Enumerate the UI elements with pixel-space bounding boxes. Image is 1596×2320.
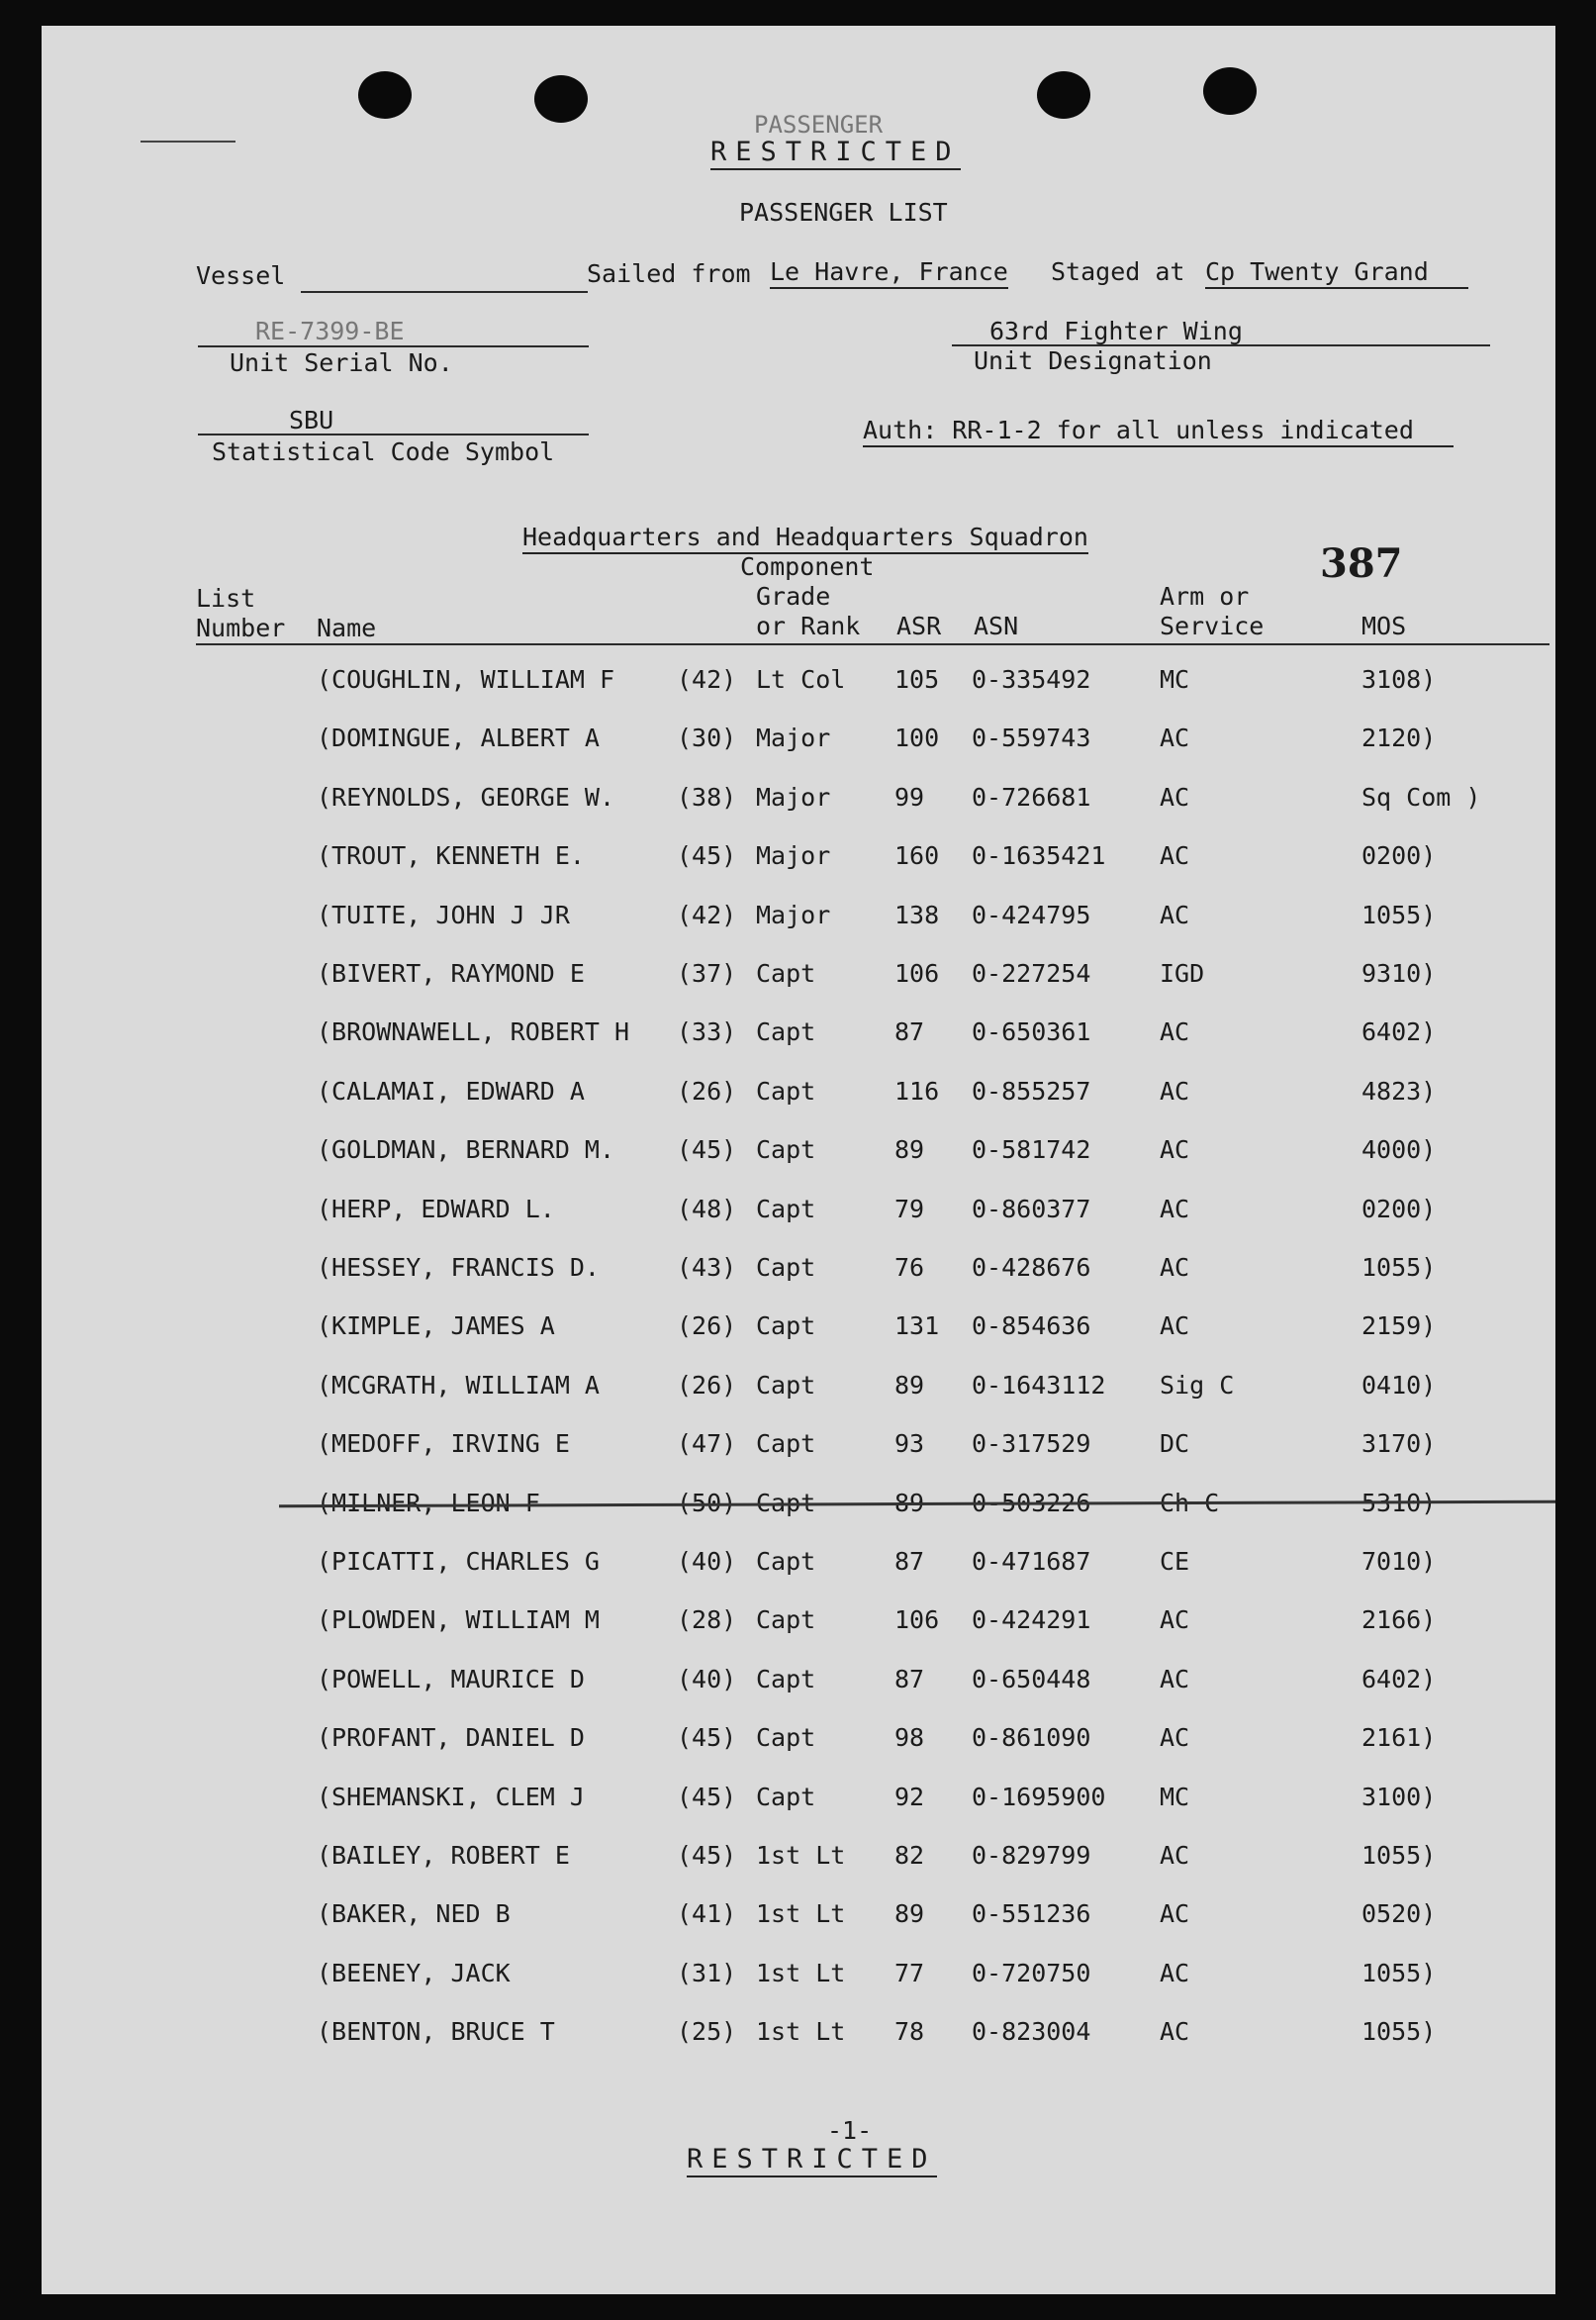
page-number: -1- [827,2116,873,2145]
cell-asr: 92 [894,1782,925,1811]
cell-asn: 0-829799 [972,1841,1091,1870]
cell-grade: Major [756,841,831,871]
cell-mos: 6402) [1361,1017,1437,1047]
stat-code-line [198,434,589,435]
cell-asr: 160 [894,841,940,871]
cell-mos: 5310) [1361,1488,1437,1517]
cell-age: (50) [677,1488,737,1517]
cell-asr: 106 [894,959,940,988]
cell-arm: AC [1160,1605,1190,1635]
unit-serial-line [198,345,589,347]
cell-asr: 93 [894,1429,925,1459]
cell-asn: 0-650361 [972,1017,1091,1047]
cell-asn: 0-855257 [972,1076,1091,1106]
cell-asn: 0-424795 [972,900,1091,929]
cell-grade: 1st Lt [756,1899,846,1929]
cell-grade: Capt [756,1782,816,1811]
restricted-header: RESTRICTED [710,139,961,170]
cell-grade: Capt [756,1605,816,1635]
cell-age: (42) [677,665,737,694]
table-row [42,1659,1555,1698]
table-row [42,895,1555,934]
cell-age: (45) [677,1135,737,1165]
cell-asr: 98 [894,1723,925,1753]
cell-arm: AC [1160,724,1190,753]
cell-name: (SHEMANSKI, CLEM J [317,1782,585,1811]
cell-grade: 1st Lt [756,1841,846,1870]
table-row [42,2011,1555,2051]
cell-arm: MC [1160,665,1190,694]
cell-name: (TUITE, JOHN J JR [317,900,570,929]
stat-code-label: Statistical Code Symbol [212,437,555,466]
cell-name: (DOMINGUE, ALBERT A [317,724,600,753]
cell-asr: 116 [894,1076,940,1106]
col-mos: MOS [1361,612,1407,640]
cell-mos: 4823) [1361,1076,1437,1106]
cell-asr: 89 [894,1488,925,1517]
table-row [42,1835,1555,1875]
cell-mos: 1055) [1361,1253,1437,1282]
table-row [42,1599,1555,1639]
cell-grade: Lt Col [756,665,846,694]
cell-age: (30) [677,724,737,753]
cell-arm: AC [1160,2017,1190,2047]
col-list-number-1: List [196,584,256,613]
cell-asr: 131 [894,1311,940,1341]
cell-arm: AC [1160,1076,1190,1106]
cell-asr: 87 [894,1017,925,1047]
cell-name: (HERP, EDWARD L. [317,1194,555,1223]
cell-age: (37) [677,959,737,988]
cell-grade: Capt [756,1017,816,1047]
table-row [42,835,1555,875]
faded-title: PASSENGER [754,111,884,139]
cell-age: (45) [677,1723,737,1753]
cell-mos: 2166) [1361,1605,1437,1635]
cell-mos: 0200) [1361,1194,1437,1223]
vessel-line [301,291,588,293]
cell-mos: 7010) [1361,1547,1437,1576]
cell-asr: 87 [894,1547,925,1576]
auth-note: Auth: RR-1-2 for all unless indicated [863,418,1454,447]
punch-hole-1 [358,71,412,119]
table-row [42,1717,1555,1757]
cell-asr: 89 [894,1899,925,1929]
cell-asn: 0-861090 [972,1723,1091,1753]
table-row [42,1423,1555,1463]
cell-asr: 79 [894,1194,925,1223]
cell-arm: IGD [1160,959,1205,988]
cell-name: (CALAMAI, EDWARD A [317,1076,585,1106]
cell-grade: 1st Lt [756,2017,846,2047]
cell-asr: 105 [894,665,940,694]
cell-asn: 0-317529 [972,1429,1091,1459]
table-row [42,1071,1555,1111]
restricted-footer: RESTRICTED [687,2146,937,2177]
cell-name: (BENTON, BRUCE T [317,2017,555,2047]
cell-age: (25) [677,2017,737,2047]
punch-hole-2 [534,75,588,123]
cell-asn: 0-503226 [972,1488,1091,1517]
cell-asr: 106 [894,1605,940,1635]
cell-name: (BEENEY, JACK [317,1958,511,1987]
cell-grade: Capt [756,1547,816,1576]
table-row [42,1365,1555,1404]
cell-grade: Capt [756,1311,816,1341]
cell-asn: 0-1695900 [972,1782,1106,1811]
pencil-mark [141,141,235,143]
cell-asr: 89 [894,1370,925,1400]
cell-mos: 3100) [1361,1782,1437,1811]
cell-mos: 0200) [1361,841,1437,871]
col-asr: ASR [896,612,942,640]
cell-mos: 1055) [1361,900,1437,929]
cell-mos: 1055) [1361,1958,1437,1987]
cell-grade: Major [756,724,831,753]
cell-grade: Capt [756,1253,816,1282]
cell-grade: Capt [756,1076,816,1106]
cell-name: (PLOWDEN, WILLIAM M [317,1605,600,1635]
cell-name: (TROUT, KENNETH E. [317,841,585,871]
table-row [42,1893,1555,1933]
cell-mos: 2120) [1361,724,1437,753]
cell-age: (40) [677,1664,737,1693]
cell-arm: AC [1160,1664,1190,1693]
stat-code-value: SBU [289,406,334,435]
cell-name: (MILNER, LEON F [317,1488,540,1517]
table-row [42,953,1555,993]
col-asn: ASN [974,612,1019,640]
cell-grade: Capt [756,1488,816,1517]
cell-mos: 3108) [1361,665,1437,694]
cell-asn: 0-471687 [972,1547,1091,1576]
cell-grade: Major [756,900,831,929]
cell-mos: 0520) [1361,1899,1437,1929]
cell-age: (47) [677,1429,737,1459]
table-row [42,1953,1555,1992]
col-grade-2: or Rank [756,612,861,640]
cell-mos: 2161) [1361,1723,1437,1753]
cell-grade: Capt [756,1135,816,1165]
cell-age: (42) [677,900,737,929]
cell-name: (PICATTI, CHARLES G [317,1547,600,1576]
cell-grade: Capt [756,1429,816,1459]
table-row [42,718,1555,757]
cell-asn: 0-424291 [972,1605,1091,1635]
cell-asn: 0-1635421 [972,841,1106,871]
table-row [42,659,1555,699]
cell-name: (MCGRATH, WILLIAM A [317,1370,600,1400]
cell-age: (26) [677,1311,737,1341]
cell-age: (38) [677,782,737,812]
table-row [42,1012,1555,1051]
cell-name: (REYNOLDS, GEORGE W. [317,782,615,812]
cell-age: (26) [677,1370,737,1400]
cell-asr: 82 [894,1841,925,1870]
cell-arm: AC [1160,841,1190,871]
cell-grade: Major [756,782,831,812]
cell-arm: Ch C [1160,1488,1220,1517]
cell-arm: AC [1160,782,1190,812]
cell-mos: 6402) [1361,1664,1437,1693]
cell-asr: 89 [894,1135,925,1165]
cell-name: (HESSEY, FRANCIS D. [317,1253,600,1282]
cell-arm: AC [1160,1017,1190,1047]
punch-hole-3 [1037,71,1090,119]
cell-name: (MEDOFF, IRVING E [317,1429,570,1459]
cell-asn: 0-335492 [972,665,1091,694]
staged-label: Staged at [1051,257,1185,286]
cell-name: (KIMPLE, JAMES A [317,1311,555,1341]
unit-serial-label: Unit Serial No. [230,348,453,377]
cell-arm: MC [1160,1782,1190,1811]
col-arm-1: Arm or [1160,582,1250,611]
cell-asn: 0-726681 [972,782,1091,812]
unit-designation-value: 63rd Fighter Wing [989,317,1243,345]
cell-grade: 1st Lt [756,1958,846,1987]
cell-arm: AC [1160,1899,1190,1929]
cell-name: (BROWNAWELL, ROBERT H [317,1017,630,1047]
table-row [42,777,1555,817]
cell-age: (33) [677,1017,737,1047]
table-row [42,1189,1555,1228]
cell-arm: AC [1160,1723,1190,1753]
cell-arm: Sig C [1160,1370,1235,1400]
col-component: Component [740,552,875,581]
cell-arm: AC [1160,1253,1190,1282]
cell-age: (48) [677,1194,737,1223]
cell-asn: 0-581742 [972,1135,1091,1165]
cell-arm: CE [1160,1547,1190,1576]
cell-asn: 0-823004 [972,2017,1091,2047]
cell-arm: AC [1160,1841,1190,1870]
cell-asr: 99 [894,782,925,812]
col-name: Name [317,614,377,642]
cell-arm: DC [1160,1429,1190,1459]
cell-asr: 78 [894,2017,925,2047]
cell-grade: Capt [756,1664,816,1693]
cell-mos: 2159) [1361,1311,1437,1341]
unit-serial-value: RE-7399-BE [255,317,405,345]
cell-mos: 4000) [1361,1135,1437,1165]
vessel-label: Vessel [196,261,286,290]
cell-grade: Capt [756,1370,816,1400]
cell-mos: Sq Com ) [1361,782,1481,812]
cell-arm: AC [1160,1958,1190,1987]
cell-age: (28) [677,1605,737,1635]
cell-age: (31) [677,1958,737,1987]
cell-mos: 9310) [1361,959,1437,988]
cell-name: (BAKER, NED B [317,1899,511,1929]
cell-asr: 76 [894,1253,925,1282]
cell-arm: AC [1160,900,1190,929]
cell-arm: AC [1160,1135,1190,1165]
table-row [42,1305,1555,1345]
cell-age: (45) [677,1841,737,1870]
cell-asn: 0-227254 [972,959,1091,988]
cell-name: (GOLDMAN, BERNARD M. [317,1135,615,1165]
cell-asn: 0-559743 [972,724,1091,753]
cell-asn: 0-1643112 [972,1370,1106,1400]
table-row [42,1129,1555,1169]
cell-name: (POWELL, MAURICE D [317,1664,585,1693]
cell-mos: 1055) [1361,2017,1437,2047]
cell-age: (41) [677,1899,737,1929]
cell-arm: AC [1160,1194,1190,1223]
sailed-label: Sailed from [587,259,751,288]
table-row [42,1777,1555,1816]
cell-asr: 87 [894,1664,925,1693]
staged-value: Cp Twenty Grand [1205,259,1468,289]
cell-grade: Capt [756,959,816,988]
unit-designation-label: Unit Designation [974,346,1212,375]
cell-age: (45) [677,841,737,871]
cell-name: (BAILEY, ROBERT E [317,1841,570,1870]
col-list-number-2: Number [196,614,286,642]
cell-mos: 1055) [1361,1841,1437,1870]
cell-age: (40) [677,1547,737,1576]
page-title: PASSENGER LIST [739,198,948,227]
cell-grade: Capt [756,1723,816,1753]
col-arm-2: Service [1160,612,1265,640]
col-grade-1: Grade [756,582,831,611]
cell-asn: 0-854636 [972,1311,1091,1341]
cell-name: (PROFANT, DANIEL D [317,1723,585,1753]
cell-mos: 3170) [1361,1429,1437,1459]
sailed-value: Le Havre, France [770,259,1008,289]
cell-age: (43) [677,1253,737,1282]
cell-asn: 0-650448 [972,1664,1091,1693]
cell-arm: AC [1160,1311,1190,1341]
header-rule [196,643,1549,645]
document-page [42,26,1555,2294]
table-row [42,1247,1555,1287]
punch-hole-4 [1203,67,1257,115]
section-title: Headquarters and Headquarters Squadron [522,525,1088,554]
cell-grade: Capt [756,1194,816,1223]
cell-name: (BIVERT, RAYMOND E [317,959,585,988]
cell-asr: 100 [894,724,940,753]
cell-asn: 0-428676 [972,1253,1091,1282]
cell-asr: 138 [894,900,940,929]
cell-asn: 0-720750 [972,1958,1091,1987]
cell-age: (26) [677,1076,737,1106]
cell-asr: 77 [894,1958,925,1987]
cell-age: (45) [677,1782,737,1811]
table-row [42,1541,1555,1581]
cell-asn: 0-551236 [972,1899,1091,1929]
page-number-stamp: 387 [1320,540,1403,587]
table-row [42,1483,1555,1522]
cell-asn: 0-860377 [972,1194,1091,1223]
cell-name: (COUGHLIN, WILLIAM F [317,665,615,694]
cell-mos: 0410) [1361,1370,1437,1400]
